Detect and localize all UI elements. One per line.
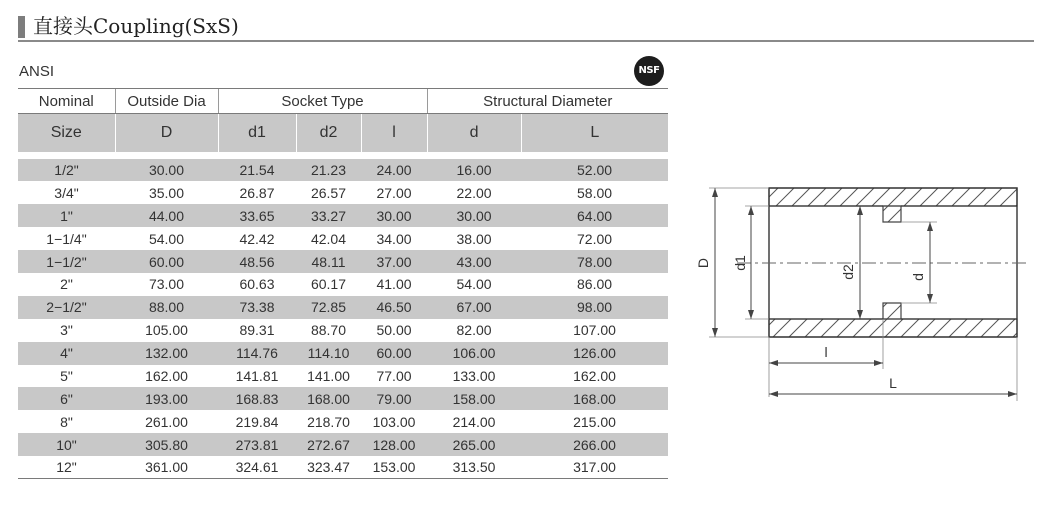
table-cell: 133.00 xyxy=(452,367,496,384)
table-cell: 82.00 xyxy=(456,322,492,339)
table-cell: 214.00 xyxy=(452,413,496,430)
table-cell: 313.50 xyxy=(427,456,521,479)
header-d2: d2 xyxy=(296,114,361,152)
table-row xyxy=(18,456,668,479)
table-cell: 73.38 xyxy=(218,296,296,319)
header-nominal: Nominal xyxy=(18,89,115,114)
table-cell: 67.00 xyxy=(427,296,521,319)
header-D: D xyxy=(115,114,218,152)
table-cell: 33.27 xyxy=(296,204,361,227)
header-size: Size xyxy=(18,114,115,152)
title-bar xyxy=(18,12,1034,42)
header-structural-diameter: Structural Diameter xyxy=(427,89,668,114)
label-d: d xyxy=(910,273,926,281)
standard-label: ANSI xyxy=(19,63,55,80)
center-stop-top xyxy=(883,206,901,222)
table-cell: 72.00 xyxy=(577,230,613,247)
table-row xyxy=(18,296,668,319)
table-row xyxy=(18,342,668,365)
table-cell: 77.00 xyxy=(376,367,412,384)
table-cell: 317.00 xyxy=(521,456,668,479)
table-row xyxy=(18,433,668,456)
table-cell: 158.00 xyxy=(427,387,521,410)
table-cell: 2" xyxy=(60,276,73,293)
dim-d2-arrow-top xyxy=(857,206,863,215)
table-cell: 26.57 xyxy=(310,184,347,201)
table-cell: 42.42 xyxy=(239,230,275,247)
table-cell: 168.83 xyxy=(218,387,296,410)
table-cell: 48.11 xyxy=(296,250,361,273)
label-L: L xyxy=(889,375,897,391)
dim-D-arrow-top xyxy=(712,188,718,197)
table-cell: 6" xyxy=(18,387,115,410)
table-row xyxy=(18,273,668,296)
table-cell: 54.00 xyxy=(456,276,492,293)
header-outside-dia: Outside Dia xyxy=(115,89,218,114)
header-L: L xyxy=(521,114,668,152)
table-cell: 34.00 xyxy=(376,230,412,247)
top-wall xyxy=(769,188,1017,206)
label-d2: d2 xyxy=(840,264,856,280)
dim-d1-arrow-bottom xyxy=(748,310,754,319)
dim-L-arrow-right xyxy=(1008,391,1017,397)
dim-d-arrow-top xyxy=(927,222,933,231)
label-d1: d1 xyxy=(732,255,748,271)
table-cell: 35.00 xyxy=(148,184,185,201)
table-row xyxy=(18,159,668,182)
table-cell: 218.70 xyxy=(307,413,350,430)
table-cell: 4" xyxy=(18,342,115,365)
table-cell: 1/2" xyxy=(18,159,115,182)
table-cell: 1−1/2" xyxy=(18,250,115,273)
table-cell: 24.00 xyxy=(361,159,427,182)
label-D: D xyxy=(695,257,711,269)
nsf-certification-badge: NSF xyxy=(634,56,664,86)
table-cell: 22.00 xyxy=(456,184,492,201)
table-cell: 60.63 xyxy=(239,276,275,293)
table-cell: 265.00 xyxy=(427,433,521,456)
coupling-diagram xyxy=(695,175,1030,405)
table-cell: 50.00 xyxy=(376,322,412,339)
table-cell: 16.00 xyxy=(427,159,521,182)
table-cell: 3/4" xyxy=(54,184,79,201)
table-cell: 324.61 xyxy=(218,456,296,479)
spacer-cell xyxy=(18,152,668,159)
dim-d2-arrow-bottom xyxy=(857,310,863,319)
table-cell: 60.17 xyxy=(310,276,347,293)
table-cell: 266.00 xyxy=(521,433,668,456)
table-cell: 103.00 xyxy=(372,413,416,430)
table-cell: 26.87 xyxy=(239,184,275,201)
sub-header-row xyxy=(18,114,668,152)
table-cell: 361.00 xyxy=(115,456,218,479)
table-cell: 215.00 xyxy=(573,413,616,430)
table-cell: 21.23 xyxy=(296,159,361,182)
table-cell: 54.00 xyxy=(148,230,185,247)
table-row xyxy=(18,319,668,342)
table-cell: 78.00 xyxy=(521,250,668,273)
table-cell: 79.00 xyxy=(361,387,427,410)
header-l: l xyxy=(361,114,427,152)
table-cell: 64.00 xyxy=(521,204,668,227)
table-cell: 60.00 xyxy=(361,342,427,365)
table-cell: 43.00 xyxy=(427,250,521,273)
table-body xyxy=(18,159,668,479)
table-cell: 10" xyxy=(18,433,115,456)
table-cell: 305.80 xyxy=(115,433,218,456)
table-cell: 98.00 xyxy=(521,296,668,319)
dimension-table xyxy=(18,88,668,479)
table-cell: 72.85 xyxy=(296,296,361,319)
title-marker xyxy=(18,16,25,38)
table-cell: 3" xyxy=(60,322,73,339)
table-cell: 193.00 xyxy=(115,387,218,410)
center-stop-bottom xyxy=(883,303,901,319)
dim-D-arrow-bottom xyxy=(712,328,718,337)
table-cell: 30.00 xyxy=(115,159,218,182)
table-cell: 86.00 xyxy=(577,276,613,293)
table-cell: 88.00 xyxy=(115,296,218,319)
table-cell: 89.31 xyxy=(239,322,275,339)
table-cell: 106.00 xyxy=(427,342,521,365)
table-cell: 27.00 xyxy=(376,184,412,201)
group-header-row xyxy=(18,89,668,114)
table-row xyxy=(18,387,668,410)
table-cell: 88.70 xyxy=(310,322,347,339)
table-cell: 42.04 xyxy=(310,230,347,247)
header-socket-type: Socket Type xyxy=(218,89,427,114)
table-cell: 21.54 xyxy=(218,159,296,182)
table-cell: 162.00 xyxy=(145,367,188,384)
table-cell: 60.00 xyxy=(115,250,218,273)
table-cell: 73.00 xyxy=(148,276,185,293)
table-cell: 12" xyxy=(18,456,115,479)
table-cell: 1" xyxy=(18,204,115,227)
bottom-wall xyxy=(769,319,1017,337)
dim-l-arrow-right xyxy=(874,360,883,366)
table-cell: 153.00 xyxy=(361,456,427,479)
table-cell: 1−1/4" xyxy=(46,230,87,247)
table-cell: 38.00 xyxy=(456,230,492,247)
dim-l-arrow-left xyxy=(769,360,778,366)
table-cell: 33.65 xyxy=(218,204,296,227)
table-cell: 162.00 xyxy=(573,367,616,384)
table-cell: 58.00 xyxy=(577,184,613,201)
table-cell: 52.00 xyxy=(521,159,668,182)
label-l: l xyxy=(824,344,828,360)
table-cell: 37.00 xyxy=(361,250,427,273)
table-cell: 168.00 xyxy=(521,387,668,410)
table-cell: 128.00 xyxy=(361,433,427,456)
table-cell: 126.00 xyxy=(521,342,668,365)
table-cell: 272.67 xyxy=(296,433,361,456)
table-cell: 46.50 xyxy=(361,296,427,319)
table-row xyxy=(18,250,668,273)
table-cell: 141.00 xyxy=(307,367,350,384)
table-cell: 141.81 xyxy=(235,367,279,384)
table-cell: 114.10 xyxy=(296,342,361,365)
table-row xyxy=(18,227,668,250)
table-cell: 107.00 xyxy=(573,322,616,339)
table-cell: 323.47 xyxy=(296,456,361,479)
table-row xyxy=(18,181,668,204)
header-d: d xyxy=(427,114,521,152)
table-cell: 5" xyxy=(60,367,73,384)
table-cell: 48.56 xyxy=(218,250,296,273)
dim-d-arrow-bottom xyxy=(927,294,933,303)
table-cell: 132.00 xyxy=(115,342,218,365)
table-cell: 44.00 xyxy=(115,204,218,227)
table-cell: 273.81 xyxy=(218,433,296,456)
table-cell: 105.00 xyxy=(145,322,188,339)
table-cell: 2−1/2" xyxy=(18,296,115,319)
table-row xyxy=(18,204,668,227)
dim-d1-arrow-top xyxy=(748,206,754,215)
table-cell: 261.00 xyxy=(145,413,188,430)
table-row xyxy=(18,365,668,388)
table-cell: 114.76 xyxy=(218,342,296,365)
dim-L-arrow-left xyxy=(769,391,778,397)
header-spacer xyxy=(18,152,668,159)
table-cell: 168.00 xyxy=(296,387,361,410)
table-cell: 219.84 xyxy=(235,413,279,430)
table-cell: 30.00 xyxy=(361,204,427,227)
table-cell: 8" xyxy=(60,413,73,430)
table-row xyxy=(18,410,668,433)
page-title: 直接头Coupling(SxS) xyxy=(33,14,239,38)
table-cell: 41.00 xyxy=(376,276,412,293)
header-d1: d1 xyxy=(218,114,296,152)
table-cell: 30.00 xyxy=(427,204,521,227)
